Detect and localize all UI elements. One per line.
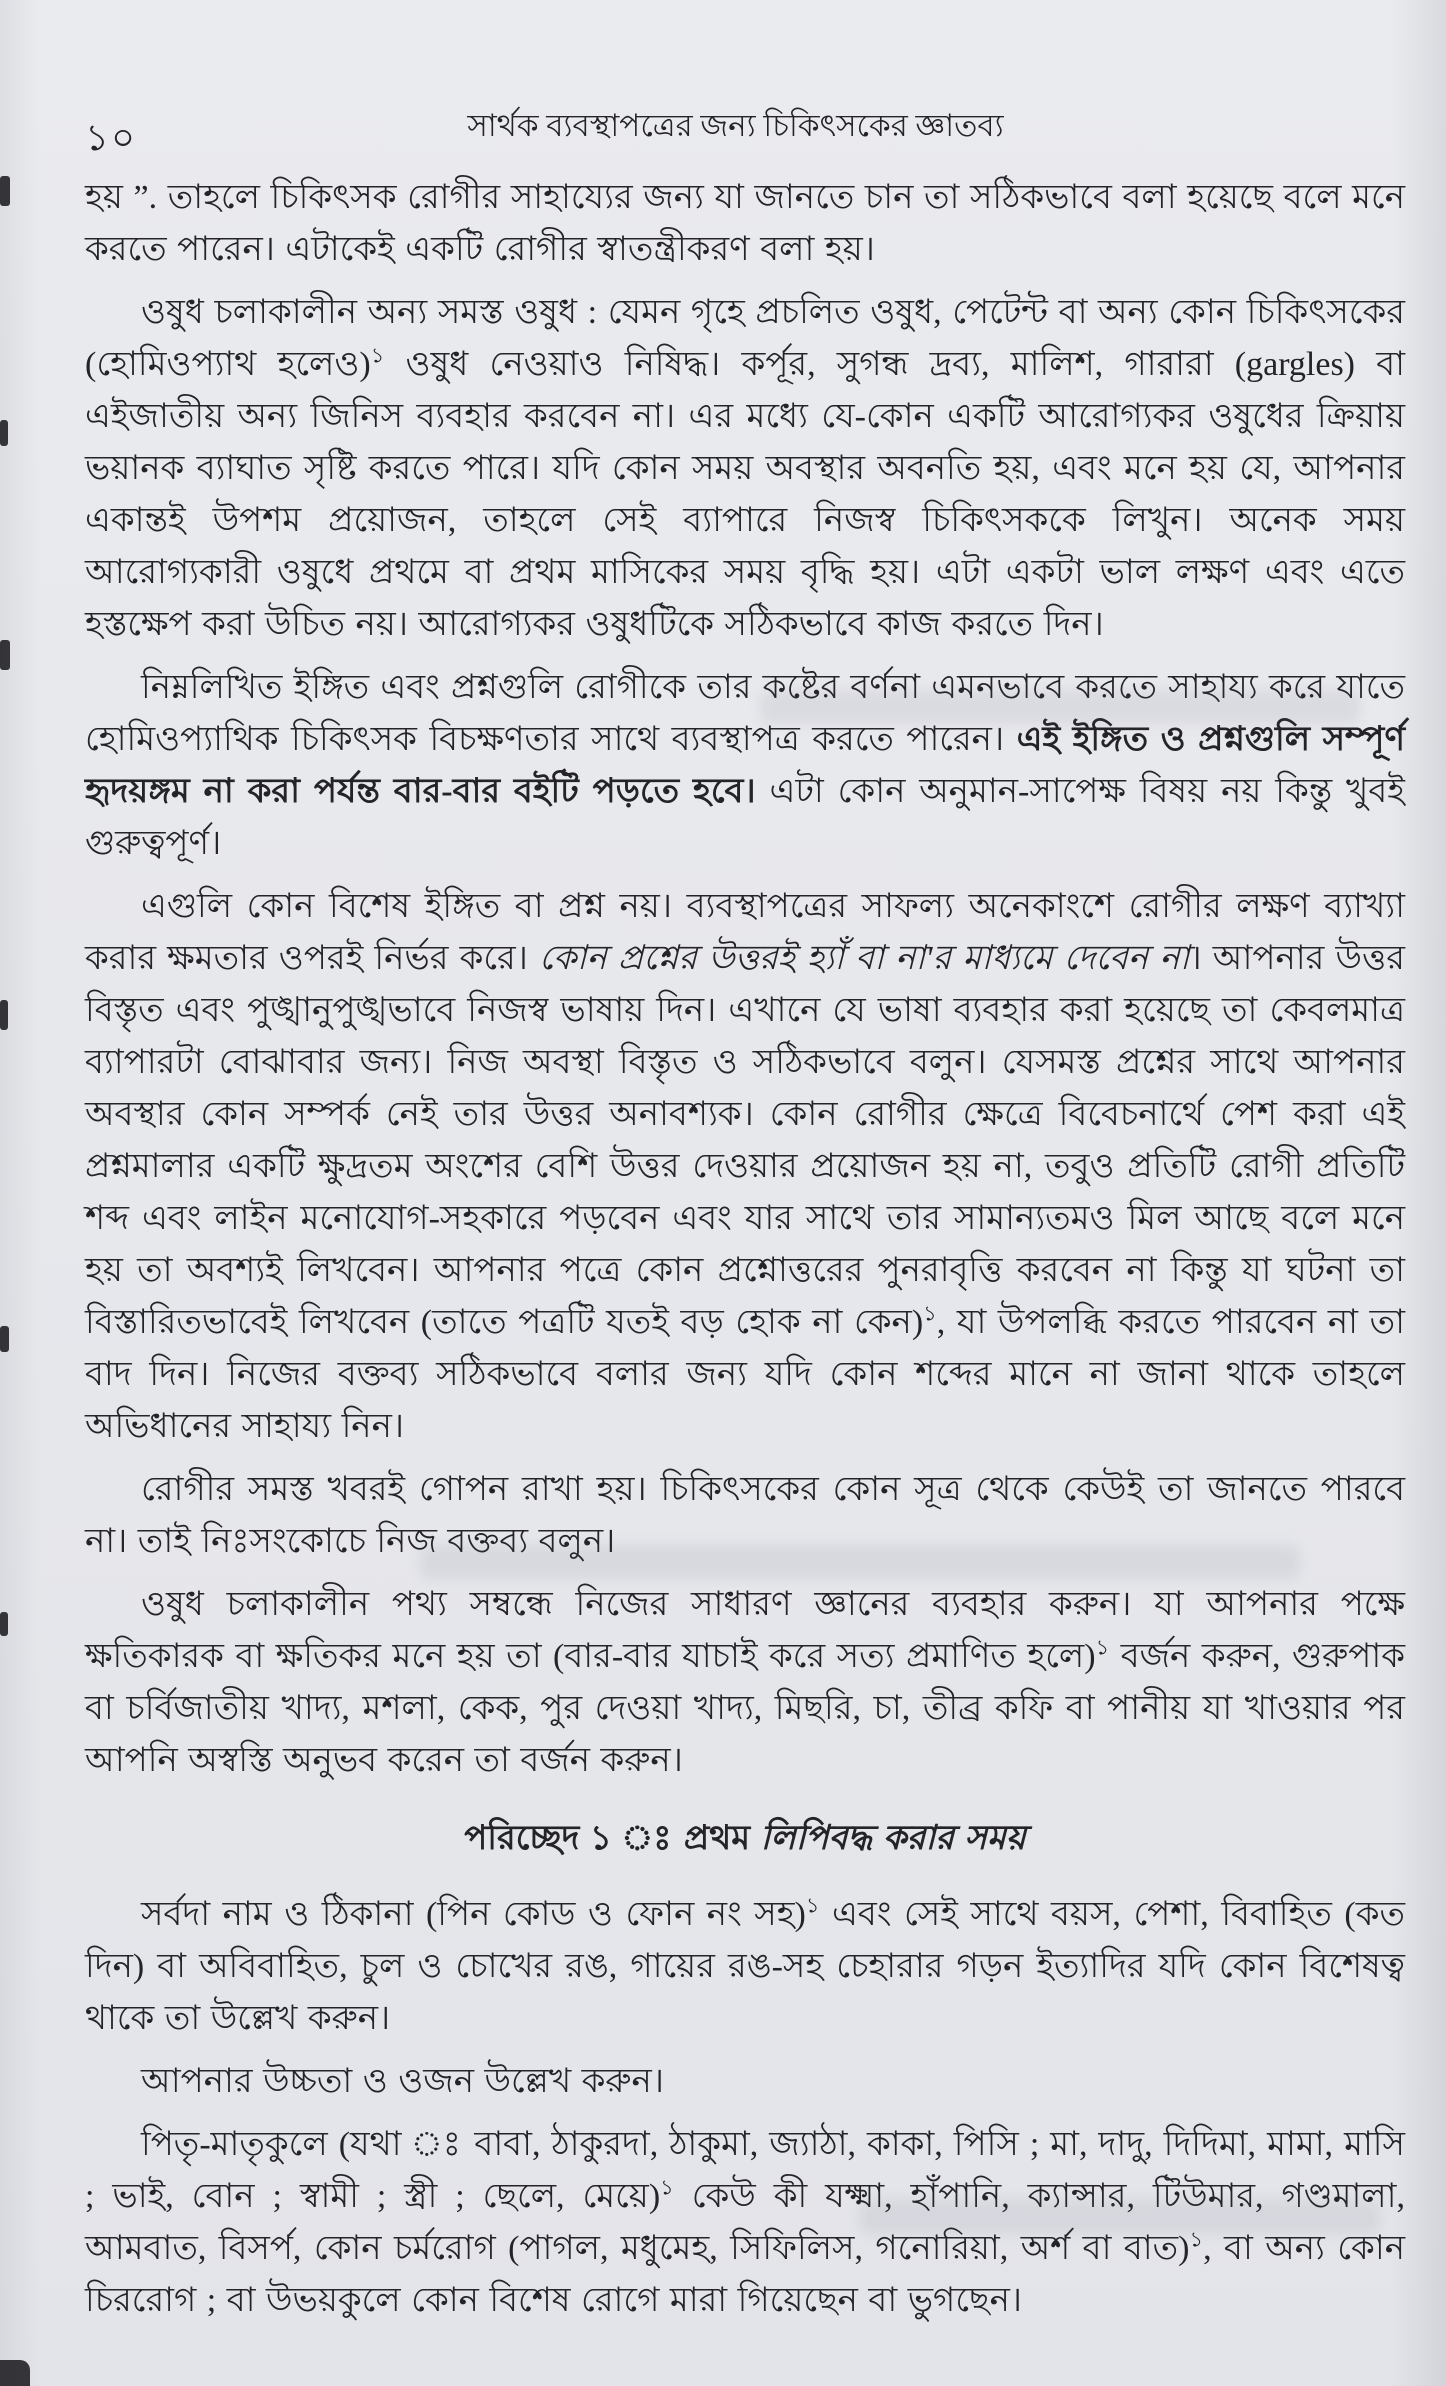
paragraph xyxy=(85,172,1405,276)
section-heading xyxy=(85,1813,1405,1865)
scan-artifact xyxy=(0,640,10,670)
text-run: এবং সেই সাথে বয়স, পেশা, বিবাহিত (কত দিন) বা অবিবাহিত, চুল ও চোখের রঙ, গায়ের রঙ-সহ চেহারার গড়ন ইত্যাদির যদি কোন বিশেষত্ব থাকে তা উল্লেখ করুন। xyxy=(85,1896,1405,2037)
text-run: লিপিবদ্ধ করার সময় xyxy=(760,1820,1026,1857)
text-run: বর্জন করুন, গুরুপাক বা চর্বিজাতীয় খাদ্য, মশলা, কেক, পুর দেওয়া খাদ্য, মিছরি, চা, তীব্র কফি বা পানীয় যা খাওয়ার পর আপনি অস্বস্তি অনুভব করেন তা বর্জন করুন। xyxy=(85,1638,1405,1779)
footnote-marker: ১ xyxy=(923,1301,937,1326)
text-run: ওষুধ চলাকালীন পথ্য সম্বন্ধে নিজের সাধারণ জ্ঞানের ব্যবহার করুন। যা আপনার পক্ষে ক্ষতিকারক বা ক্ষতিকর মনে হয় তা (বার-বার যাচাই করে সত্য প্রমাণিত হলে) xyxy=(85,1586,1405,1675)
text-run: এটা কোন অনুমান-সাপেক্ষ বিষয় নয় কিন্তু খুবই গুরুত্বপূর্ণ। xyxy=(85,773,1405,862)
paragraph xyxy=(85,1579,1405,1787)
bleed-through-smudge xyxy=(860,2200,1380,2234)
scan-artifact xyxy=(0,1612,8,1636)
paragraph xyxy=(85,287,1405,651)
text-run: কেউ কী যক্ষ্মা, হাঁপানি, ক্যান্সার, টিউমার, গণ্ডমালা, আমবাত, বিসর্প, কোন চর্মরোগ (পাগল, মধুমেহ, সিফিলিস, গনোরিয়া, অর্শ বা বাত) xyxy=(85,2178,1405,2267)
page-number: ১০ xyxy=(85,118,138,159)
text-run: নিম্নলিখিত ইঙ্গিত এবং প্রশ্নগুলি রোগীকে তার কষ্টের বর্ণনা এমনভাবে করতে সাহায্য করে যাতে হোমিওপ্যাথিক চিকিৎসক বিচক্ষণতার সাথে ব্যবস্থাপত্র করতে পারেন। xyxy=(85,669,1405,758)
footnote-marker: ১ xyxy=(660,2175,674,2200)
footnote-marker: ১ xyxy=(370,343,385,368)
text-run: , বা অন্য কোন চিররোগ ; বা উভয়কুলে কোন বিশেষ রোগে মারা গিয়েছেন বা ভুগছেন। xyxy=(85,2230,1405,2319)
text-run: এগুলি কোন বিশেষ ইঙ্গিত বা প্রশ্ন নয়। ব্যবস্থাপত্রের সাফল্য অনেকাংশে রোগীর লক্ষণ ব্যাখ্যা করার ক্ষমতার ওপরই নির্ভর করে। xyxy=(85,888,1405,977)
text-run: ওষুধ চলাকালীন অন্য সমস্ত ওষুধ : যেমন গৃহে প্রচলিত ওষুধ, পেটেন্ট বা অন্য কোন চিকিৎসকের (হোমিওপ্যাথ হলেও) xyxy=(85,294,1405,383)
running-title: সার্থক ব্যবস্থাপত্রের জন্য চিকিৎসকের জ্ঞাতব্য xyxy=(467,108,1004,143)
paragraph xyxy=(85,881,1405,1453)
text-run: রোগীর সমস্ত খবরই গোপন রাখা হয়। চিকিৎসকের কোন সূত্র থেকে কেউই তা জানতে পারবে না। তাই নিঃসংকোচে নিজ বক্তব্য বলুন। xyxy=(85,1471,1405,1560)
page-body xyxy=(85,172,1405,2338)
scan-artifact xyxy=(0,176,10,206)
scan-artifact xyxy=(0,420,8,446)
scan-artifact xyxy=(0,1326,9,1352)
text-run: । আপনার উত্তর বিস্তৃত এবং পুঙ্খানুপুঙ্খভাবে নিজস্ব ভাষায় দিন। এখানে যে ভাষা ব্যবহার করা হয়েছে তা কেবলমাত্র ব্যাপারটা বোঝাবার জন্য। নিজ অবস্থা বিস্তৃত ও সঠিকভাবে বলুন। যেসমস্ত প্রশ্নের সাথে আপনার অবস্থার কোন সম্পর্ক নেই তার উত্তর অনাবশ্যক। কোন রোগীর ক্ষেত্রে বিবেচনার্থে পেশ করা এই প্রশ্নমালার একটি ক্ষুদ্রতম অংশের বেশি উত্তর দেওয়ার প্রয়োজন হয় না, তবুও প্রতিটি রোগী প্রতিটি শব্দ এবং লাইন মনোযোগ-সহকারে পড়বেন এবং যার সাথে তার সামান্যতমও মিল আছে বলে মনে হয় তা অবশ্যই লিখবেন। আপনার পত্রে কোন প্রশ্নোত্তরের পুনরাবৃত্তি করবেন না কিন্তু যা ঘটনা তা বিস্তারিতভাবেই লিখবেন (তাতে পত্রটি যতই বড় হোক না কেন) xyxy=(85,940,1405,1341)
text-run: কোন প্রশ্নের উত্তরই হ্যাঁ বা না'র মাধ্যমে দেবেন না xyxy=(539,940,1190,977)
text-run: আপনার উচ্চতা ও ওজন উল্লেখ করুন। xyxy=(141,2063,664,2100)
text-run: সর্বদা নাম ও ঠিকানা (পিন কোড ও ফোন নং সহ) xyxy=(141,1896,806,1933)
footnote-marker: ১ xyxy=(1189,2227,1204,2252)
text-run: পরিচ্ছেদ ১ ঃ প্রথম xyxy=(464,1820,761,1857)
page-header xyxy=(85,102,1386,158)
paragraph xyxy=(85,1889,1405,2045)
bleed-through-smudge xyxy=(760,690,1360,724)
text-run: পিতৃ-মাতৃকুলে (যথা ঃ বাবা, ঠাকুরদা, ঠাকুমা, জ্যাঠা, কাকা, পিসি ; মা, দাদু, দিদিমা, মামা, মাসি ; ভাই, বোন ; স্বামী ; স্ত্রী ; ছেলে, মেয়ে) xyxy=(85,2126,1405,2215)
scan-artifact xyxy=(0,1000,8,1030)
footnote-marker: ১ xyxy=(1095,1635,1110,1660)
paragraph xyxy=(85,2056,1405,2108)
text-run: এই ইঙ্গিত ও প্রশ্নগুলি সম্পূর্ণ হৃদয়ঙ্গম না করা পর্যন্ত বার-বার বইটি পড়তে হবে। xyxy=(85,721,1405,810)
text-run: , যা উপলব্ধি করতে পারবেন না তা বাদ দিন। নিজের বক্তব্য সঠিকভাবে বলার জন্য যদি কোন শব্দের মানে না জানা থাকে তাহলে অভিধানের সাহায্য নিন। xyxy=(85,1304,1405,1445)
scan-artifact xyxy=(0,2360,30,2386)
text-run: ওষুধ নেওয়াও নিষিদ্ধ। কর্পূর, সুগন্ধ দ্রব্য, মালিশ, গারারা (gargles) বা এইজাতীয় অন্য জিনিস ব্যবহার করবেন না। এর মধ্যে যে-কোন একটি আরোগ্যকর ওষুধের ক্রিয়ায় ভয়ানক ব্যাঘাত সৃষ্টি করতে পারে। যদি কোন সময় অবস্থার অবনতি হয়, এবং মনে হয় যে, আপনার একান্তই উপশম প্রয়োজন, তাহলে সেই ব্যাপারে নিজস্ব চিকিৎসককে লিখুন। অনেক সময় আরোগ্যকারী ওষুধে প্রথমে বা প্রথম মাসিকের সময় বৃদ্ধি হয়। এটা একটা ভাল লক্ষণ এবং এতে হস্তক্ষেপ করা উচিত নয়। আরোগ্যকর ওষুধটিকে সঠিকভাবে কাজ করতে দিন। xyxy=(85,346,1405,643)
footnote-marker: ১ xyxy=(805,1893,820,1918)
bleed-through-smudge xyxy=(420,1545,1300,1579)
text-run: হয় ”. তাহলে চিকিৎসক রোগীর সাহায্যের জন্য যা জানতে চান তা সঠিকভাবে বলা হয়েছে বলে মনে করতে পারেন। এটাকেই একটি রোগীর স্বাতন্ত্রীকরণ বলা হয়। xyxy=(85,179,1405,268)
